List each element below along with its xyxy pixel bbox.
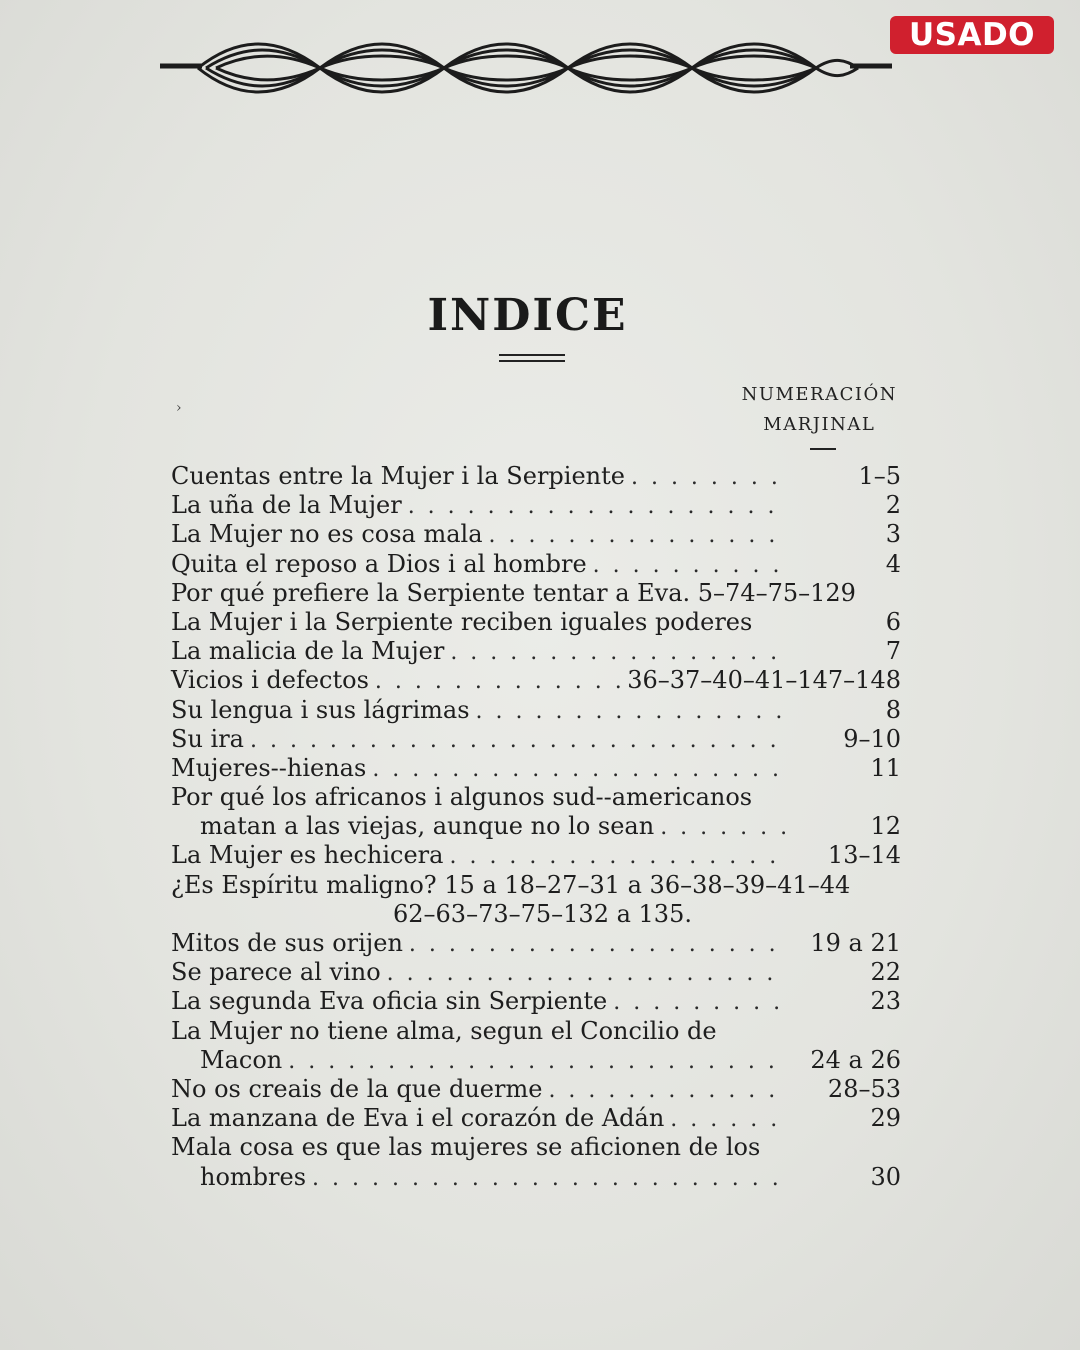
toc-entry bbox=[171, 637, 901, 666]
toc-entry-title: La Mujer no tiene alma, segun el Concilio de bbox=[171, 1016, 717, 1045]
toc-entry-pages: 23 bbox=[870, 987, 901, 1016]
toc-entry bbox=[171, 579, 901, 608]
dot-leader bbox=[408, 492, 785, 521]
toc-entry bbox=[171, 1163, 901, 1192]
toc-entry-pages: 7 bbox=[885, 637, 901, 666]
toc-entry-title: hombres bbox=[200, 1162, 307, 1191]
toc-entry-title: Vicios i defectos bbox=[171, 666, 369, 695]
dot-leader bbox=[288, 1047, 785, 1076]
dot-leader bbox=[375, 667, 621, 696]
toc-entry bbox=[171, 812, 901, 841]
dot-leader bbox=[372, 755, 785, 784]
toc-entry bbox=[171, 1046, 901, 1075]
stray-mark: › bbox=[176, 400, 182, 416]
dot-leader bbox=[548, 1076, 785, 1105]
toc-entry bbox=[171, 520, 901, 549]
toc-entry bbox=[171, 666, 901, 695]
toc-entry bbox=[171, 754, 901, 783]
toc-entry bbox=[171, 1104, 901, 1133]
toc-entry bbox=[171, 462, 901, 491]
toc-entry-title: La segunda Eva oficia sin Serpiente bbox=[171, 987, 608, 1016]
toc-entry-title: 62–63–73–75–132 a 135. bbox=[393, 899, 692, 928]
toc-entry-title: Su lengua i sus lágrimas bbox=[171, 695, 470, 724]
toc-entry-pages: 36–37–40–41–147–148 bbox=[627, 666, 901, 695]
toc-entry-title: Su ira bbox=[171, 724, 244, 753]
toc-entry-pages: 28–53 bbox=[827, 1074, 901, 1103]
dot-leader bbox=[489, 521, 785, 550]
dot-leader bbox=[593, 551, 785, 580]
toc-entry bbox=[171, 929, 901, 958]
toc-entry-title: ¿Es Espíritu maligno? 15 a 18–27–31 a 36–38–39–41–44 bbox=[171, 870, 851, 899]
toc-entry-title: La Mujer i la Serpiente reciben iguales poderes bbox=[171, 607, 753, 636]
toc-entry-title: No os creais de la que duerme bbox=[171, 1074, 543, 1103]
dot-leader bbox=[449, 842, 785, 871]
toc-entry-pages: 13–14 bbox=[827, 841, 901, 870]
toc-entry bbox=[171, 696, 901, 725]
dot-leader bbox=[476, 697, 785, 726]
toc-entry-title: La malicia de la Mujer bbox=[171, 637, 445, 666]
toc-entry-title: Por qué los africanos i algunos sud--americanos bbox=[171, 783, 753, 812]
dot-leader bbox=[387, 959, 785, 988]
toc-entry-title: matan a las viejas, aunque no lo sean bbox=[200, 812, 655, 841]
toc-entry-pages: 22 bbox=[870, 958, 901, 987]
title-double-rule bbox=[499, 354, 565, 366]
column-header-line1: NUMERACIÓN bbox=[741, 384, 897, 405]
column-header-line2: MARJINAL bbox=[763, 414, 876, 435]
toc-entry-title: La uña de la Mujer bbox=[171, 491, 402, 520]
dot-leader bbox=[670, 1105, 785, 1134]
toc-entry-pages: 3 bbox=[885, 520, 901, 549]
toc-entry-pages: 2 bbox=[885, 491, 901, 520]
toc-entry bbox=[171, 958, 901, 987]
toc-entry-pages: 8 bbox=[885, 695, 901, 724]
toc-entry-pages: 30 bbox=[870, 1162, 901, 1191]
toc-entry-title: Mala cosa es que las mujeres se aficionen de los bbox=[171, 1133, 761, 1162]
toc-entry-title: Mitos de sus orijen bbox=[171, 929, 403, 957]
ornament-divider-icon bbox=[158, 36, 894, 100]
toc-entry-pages: 6 bbox=[885, 607, 901, 636]
toc-entry-pages: 1–5 bbox=[858, 462, 901, 490]
toc-entry-pages: 19 a 21 bbox=[810, 929, 901, 957]
toc-entry-title: Cuentas entre la Mujer i la Serpiente bbox=[171, 462, 625, 490]
toc-entry bbox=[171, 1075, 901, 1104]
toc-entry-title: La manzana de Eva i el corazón de Adán bbox=[171, 1104, 665, 1133]
dot-leader bbox=[660, 813, 785, 842]
toc-entry-pages: 4 bbox=[885, 549, 901, 578]
toc-entry-title: Quita el reposo a Dios i al hombre bbox=[171, 549, 587, 578]
toc-entry-title: Macon bbox=[200, 1045, 283, 1074]
dot-leader bbox=[450, 638, 785, 667]
toc-entry-pages: 12 bbox=[870, 812, 901, 841]
used-badge: USADO bbox=[890, 16, 1054, 54]
column-header-rule bbox=[810, 448, 836, 450]
toc-entry-pages: 11 bbox=[870, 753, 901, 782]
dot-leader bbox=[250, 726, 785, 755]
toc-entry bbox=[171, 1133, 901, 1162]
toc-entry-title: Por qué prefiere la Serpiente tentar a Eva. 5–74–75–129 bbox=[171, 578, 856, 607]
toc-entry-title: Se parece al vino bbox=[171, 958, 381, 987]
toc-entry bbox=[171, 900, 901, 929]
page-title: INDICE bbox=[427, 290, 628, 341]
toc-entry-pages: 24 a 26 bbox=[810, 1045, 901, 1074]
toc-entry bbox=[171, 1017, 901, 1046]
toc-entry bbox=[171, 783, 901, 812]
toc-entry bbox=[171, 871, 901, 900]
dot-leader bbox=[409, 930, 785, 959]
toc-entry-title: La Mujer es hechicera bbox=[171, 841, 444, 870]
toc-entry bbox=[171, 725, 901, 754]
toc-entry bbox=[171, 491, 901, 520]
dot-leader bbox=[631, 463, 785, 492]
toc-entry bbox=[171, 608, 901, 637]
toc-entry-pages: 29 bbox=[870, 1104, 901, 1133]
toc-entry bbox=[171, 550, 901, 579]
toc-entry-title: La Mujer no es cosa mala bbox=[171, 520, 483, 549]
toc-entry-pages: 9–10 bbox=[843, 724, 901, 753]
dot-leader bbox=[312, 1164, 785, 1193]
toc-entry-title: Mujeres--hienas bbox=[171, 753, 367, 782]
column-header bbox=[742, 380, 897, 440]
toc-entry bbox=[171, 987, 901, 1016]
toc-entry bbox=[171, 841, 901, 870]
dot-leader bbox=[613, 988, 785, 1017]
table-of-contents bbox=[171, 462, 901, 1192]
